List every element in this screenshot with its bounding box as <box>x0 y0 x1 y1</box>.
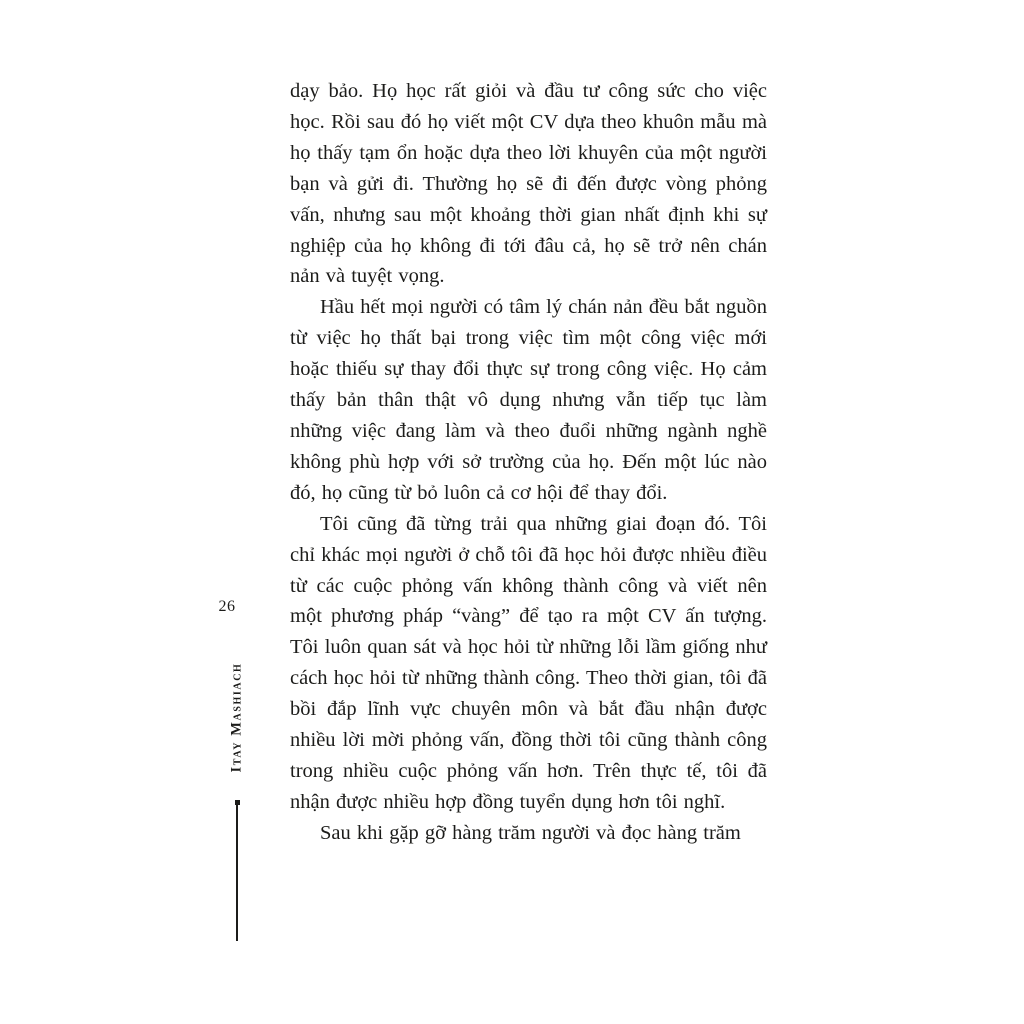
paragraph: Hầu hết mọi người có tâm lý chán nản đều bắt nguồn từ việc họ thất bại trong việc tìm một công việc mới hoặc thiếu sự thay đổi thực sự trong công việc. Họ cảm thấy bản thân thật vô dụng nhưng vẫn tiếp tục làm những việc đang làm và theo đuổi những ngành nghề không phù hợp với sở trường của họ. Đến một lúc nào đó, họ cũng từ bỏ luôn cả cơ hội để thay đổi. <box>290 296 767 504</box>
paragraph: Sau khi gặp gỡ hàng trăm người và đọc hàng trăm <box>320 821 741 844</box>
paragraph: Tôi cũng đã từng trải qua những giai đoạn đó. Tôi chỉ khác mọi người ở chỗ tôi đã học hỏi được nhiều điều từ các cuộc phỏng vấn không thành công và viết nên một phương pháp “vàng” để tạo ra một CV ấn tượng. Tôi luôn quan sát và học hỏi từ những lỗi lầm giống như cách học hỏi từ những thành công. Theo thời gian, tôi đã bồi đắp lĩnh vực chuyên môn và bắt đầu nhận được nhiều lời mời phỏng vấn, đồng thời tôi cũng thành công trong nhiều cuộc phỏng vấn hơn. Trên thực tế, tôi đã nhận được nhiều hợp đồng tuyển dụng hơn tôi nghĩ. <box>290 512 767 813</box>
margin-rule-ornament <box>234 800 240 942</box>
body-text-column <box>290 76 767 849</box>
running-header-author: Itay Mashiach <box>228 662 245 773</box>
page-number: 26 <box>218 598 236 615</box>
paragraph: dạy bảo. Họ học rất giỏi và đầu tư công sức cho việc học. Rồi sau đó họ viết một CV dựa theo khuôn mẫu mà họ thấy tạm ổn hoặc dựa theo lời khuyên của một người bạn và gửi đi. Thường họ sẽ đi đến được vòng phỏng vấn, nhưng sau một khoảng thời gian nhất định khi sự nghiệp của họ không đi tới đâu cả, họ sẽ trở nên chán nản và tuyệt vọng. <box>290 80 767 288</box>
rule-line <box>236 803 238 941</box>
